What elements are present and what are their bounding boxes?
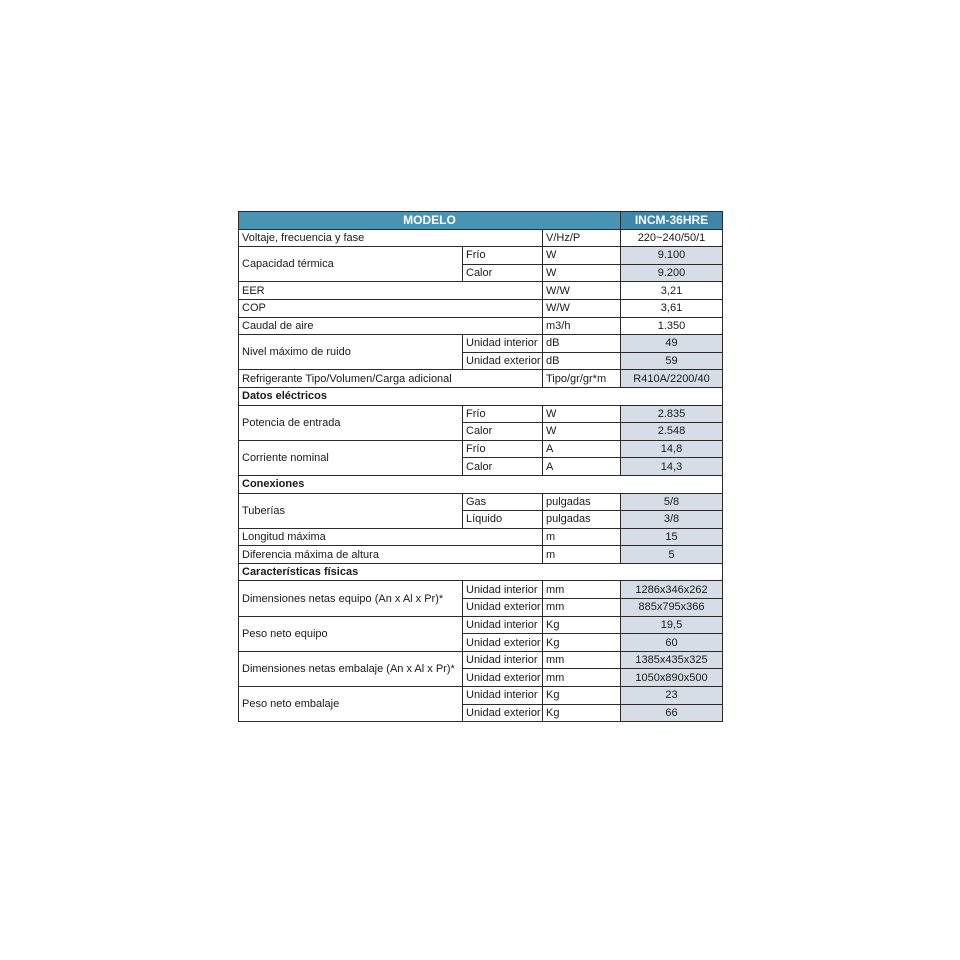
value-cell: 1385x435x325: [621, 651, 723, 669]
sub-label: Frío: [463, 440, 543, 458]
table-row: [239, 299, 723, 317]
sub-label: Gas: [463, 493, 543, 511]
sub-label: Unidad exterior: [463, 352, 543, 370]
sub-label: Calor: [463, 458, 543, 476]
row-label: Capacidad térmica: [239, 247, 463, 282]
unit-cell: V/Hz/P: [543, 229, 621, 247]
row-label: Potencia de entrada: [239, 405, 463, 440]
section-row: [239, 563, 723, 581]
table-row: [239, 335, 723, 353]
table-row: [239, 616, 723, 634]
table-row: [239, 581, 723, 599]
table-row: [239, 528, 723, 546]
unit-cell: pulgadas: [543, 493, 621, 511]
value-cell: 3,61: [621, 299, 723, 317]
value-cell: 220~240/50/1: [621, 229, 723, 247]
sub-label: Frío: [463, 405, 543, 423]
unit-cell: W: [543, 247, 621, 265]
sub-label: Unidad interior: [463, 651, 543, 669]
unit-cell: mm: [543, 581, 621, 599]
value-cell: 9.200: [621, 264, 723, 282]
value-cell: 59: [621, 352, 723, 370]
row-label: Longitud máxima: [239, 528, 543, 546]
unit-cell: Kg: [543, 616, 621, 634]
row-label: Tuberías: [239, 493, 463, 528]
section-heading: Conexiones: [239, 475, 723, 493]
table-row: [239, 440, 723, 458]
table-row: [239, 687, 723, 705]
sub-label: Unidad interior: [463, 335, 543, 353]
unit-cell: W: [543, 264, 621, 282]
row-label: Dimensiones netas embalaje (An x Al x Pr)*: [239, 651, 463, 686]
value-cell: R410A/2200/40: [621, 370, 723, 388]
value-cell: 5/8: [621, 493, 723, 511]
model-label: MODELO: [239, 212, 621, 230]
table-row: [239, 370, 723, 388]
row-label: COP: [239, 299, 543, 317]
value-cell: 2.835: [621, 405, 723, 423]
row-label: Peso neto equipo: [239, 616, 463, 651]
section-heading: Características físicas: [239, 563, 723, 581]
row-label: Corriente nominal: [239, 440, 463, 475]
unit-cell: m3/h: [543, 317, 621, 335]
row-label: Peso neto embalaje: [239, 687, 463, 722]
table-row: [239, 493, 723, 511]
row-label: Refrigerante Tipo/Volumen/Carga adicional: [239, 370, 543, 388]
unit-cell: W/W: [543, 299, 621, 317]
sub-label: Unidad exterior: [463, 599, 543, 617]
unit-cell: W: [543, 405, 621, 423]
sub-label: Calor: [463, 423, 543, 441]
value-cell: 14,8: [621, 440, 723, 458]
unit-cell: mm: [543, 599, 621, 617]
value-cell: 19,5: [621, 616, 723, 634]
row-label: Nivel máximo de ruido: [239, 335, 463, 370]
table-row: [239, 405, 723, 423]
sub-label: Unidad interior: [463, 581, 543, 599]
value-cell: 60: [621, 634, 723, 652]
value-cell: 3/8: [621, 511, 723, 529]
unit-cell: Tipo/gr/gr*m: [543, 370, 621, 388]
row-label: Diferencia máxima de altura: [239, 546, 543, 564]
unit-cell: m: [543, 546, 621, 564]
section-heading: Datos eléctricos: [239, 387, 723, 405]
table-row: [239, 247, 723, 265]
unit-cell: Kg: [543, 704, 621, 722]
unit-cell: A: [543, 440, 621, 458]
row-label: Dimensiones netas equipo (An x Al x Pr)*: [239, 581, 463, 616]
value-cell: 1286x346x262: [621, 581, 723, 599]
value-cell: 15: [621, 528, 723, 546]
unit-cell: Kg: [543, 634, 621, 652]
unit-cell: mm: [543, 651, 621, 669]
header-row: [239, 212, 723, 230]
unit-cell: W: [543, 423, 621, 441]
row-label: Voltaje, frecuencia y fase: [239, 229, 543, 247]
row-label: EER: [239, 282, 543, 300]
value-cell: 23: [621, 687, 723, 705]
value-cell: 885x795x366: [621, 599, 723, 617]
value-cell: 1050x890x500: [621, 669, 723, 687]
unit-cell: pulgadas: [543, 511, 621, 529]
sub-label: Calor: [463, 264, 543, 282]
table-row: [239, 229, 723, 247]
value-cell: 2.548: [621, 423, 723, 441]
value-cell: 14,3: [621, 458, 723, 476]
row-label: Caudal de aire: [239, 317, 543, 335]
sub-label: Unidad exterior: [463, 634, 543, 652]
unit-cell: mm: [543, 669, 621, 687]
section-row: [239, 475, 723, 493]
table-row: [239, 282, 723, 300]
sub-label: Unidad interior: [463, 687, 543, 705]
sub-label: Frío: [463, 247, 543, 265]
unit-cell: dB: [543, 352, 621, 370]
model-name: INCM-36HRE: [621, 212, 723, 230]
value-cell: 66: [621, 704, 723, 722]
sub-label: Unidad interior: [463, 616, 543, 634]
unit-cell: m: [543, 528, 621, 546]
value-cell: 5: [621, 546, 723, 564]
sub-label: Unidad exterior: [463, 669, 543, 687]
value-cell: 49: [621, 335, 723, 353]
unit-cell: Kg: [543, 687, 621, 705]
unit-cell: A: [543, 458, 621, 476]
value-cell: 9.100: [621, 247, 723, 265]
unit-cell: dB: [543, 335, 621, 353]
table-row: [239, 546, 723, 564]
sub-label: Líquido: [463, 511, 543, 529]
table-row: [239, 317, 723, 335]
unit-cell: W/W: [543, 282, 621, 300]
value-cell: 1.350: [621, 317, 723, 335]
spec-table: [238, 211, 723, 722]
value-cell: 3,21: [621, 282, 723, 300]
sub-label: Unidad exterior: [463, 704, 543, 722]
table-row: [239, 651, 723, 669]
section-row: [239, 387, 723, 405]
